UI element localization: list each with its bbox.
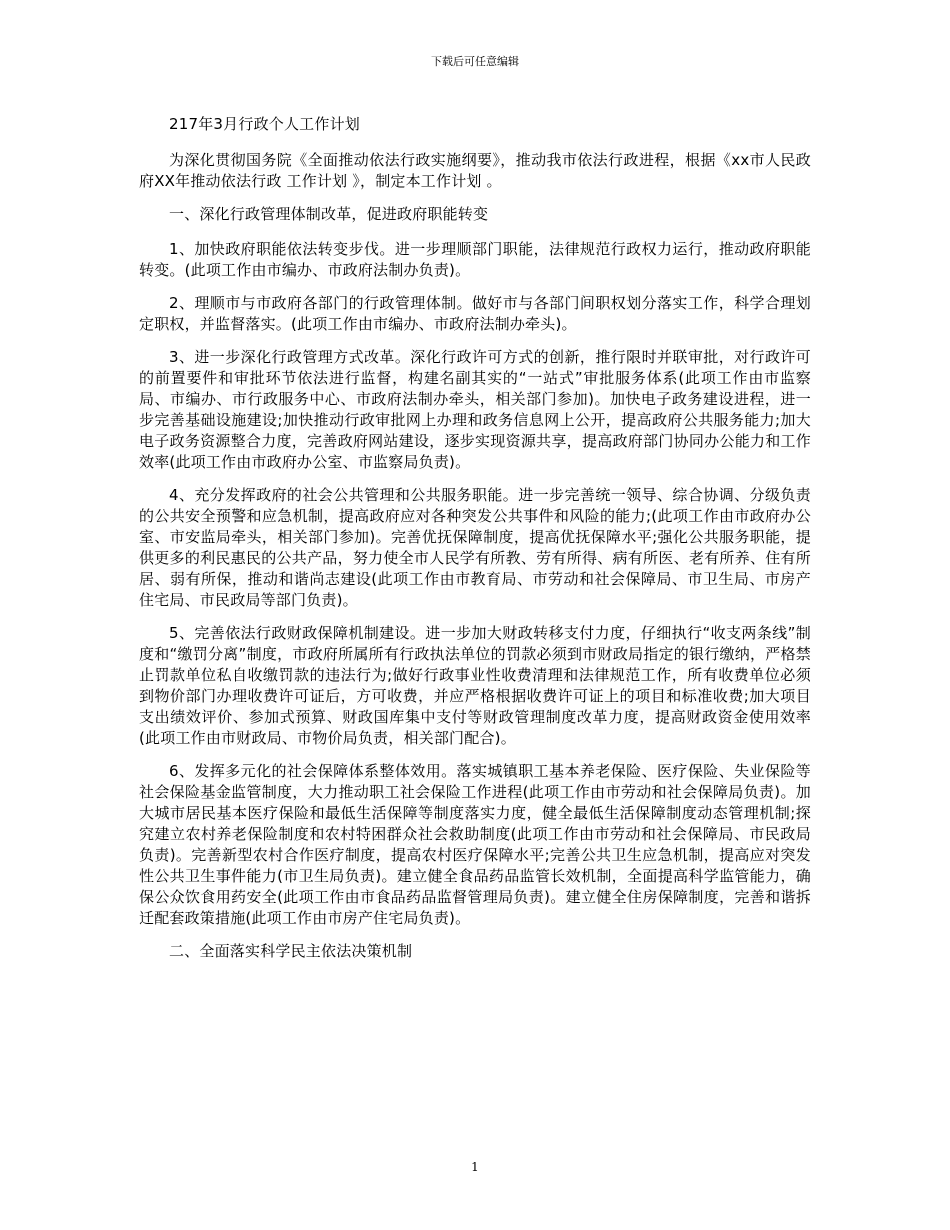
item-paragraph-4: 4、充分发挥政府的社会公共管理和公共服务职能。进一步完善统一领导、综合协调、分级负责的公共安全预警和应急机制，提高政府应对各种突发公共事件和风险的能力;(此项工作由市政府办公室、市安监局牵头，相关部门参加)。完善优抚保障制度，提高优抚保障水平;强化公共服务职能，提供更多的利民惠民的公共产品，努力使全市人民学有所教、劳有所得、病有所医、老有所养、住有所居、弱有所保，推动和谐尚志建设(此项工作由市教育局、市劳动和社会保障局、市卫生局、市房产住宅局、市民政局等部门负责)。 [139, 486, 811, 609]
item-paragraph-1: 1、加快政府职能依法转变步伐。进一步理顺部门职能，法律规范行政权力运行，推动政府职能转变。(此项工作由市编办、市政府法制办负责)。 [139, 240, 811, 279]
intro-paragraph: 为深化贯彻国务院《全面推动依法行政实施纲要》，推动我市依法行政进程，根据《xx市人民政府XX年推动依法行政 工作计划 》，制定本工作计划 。 [139, 151, 811, 190]
document-title: 217年3月行政个人工作计划 [169, 115, 360, 133]
page-number: 1 [471, 1160, 479, 1174]
item-paragraph-6: 6、发挥多元化的社会保障体系整体效用。落实城镇职工基本养老保险、医疗保险、失业保险等社会保险基金监管制度，大力推动职工社会保险工作进程(此项工作由市劳动和社会保障局负责)。加大城市居民基本医疗保险和最低生活保障等制度落实力度，健全最低生活保障制度动态管理机制;探究建立农村养老保险制度和农村特困群众社会救助制度(此项工作由市劳动和社会保障局、市民政局负责)。完善新型农村合作医疗制度，提高农村医疗保障水平;完善公共卫生应急机制，提高应对突发性公共卫生事件能力(市卫生局负责)。建立健全食品药品监管长效机制，全面提高科学监管能力，确保公众饮食用药安全(此项工作由市食品药品监督管理局负责)。建立健全住房保障制度，完善和谐拆迁配套政策措施(此项工作由市房产住宅局负责)。 [139, 762, 811, 927]
page-header: 下载后可任意编辑 [431, 55, 519, 68]
section-heading-2: 二、全面落实科学民主依法决策机制 [169, 942, 413, 960]
section-heading-1: 一、深化行政管理体制改革，促进政府职能转变 [169, 205, 489, 223]
document-body [139, 114, 811, 976]
item-paragraph-3: 3、进一步深化行政管理方式改革。深化行政许可方式的创新，推行限时并联审批，对行政许可的前置要件和审批环节依法进行监督，构建名副其实的“一站式”审批服务体系(此项工作由市监察局、市编办、市行政服务中心、市政府法制办牵头，相关部门参加)。加快电子政务建设进程，进一步完善基础设施建设;加快推动行政审批网上办理和政务信息网上公开，提高政府公共服务能力;加大电子政务资源整合力度，完善政府网站建设，逐步实现资源共享，提高政府部门协同办公能力和工作效率(此项工作由市政府办公室、市监察局负责)。 [139, 348, 811, 471]
item-paragraph-2: 2、理顺市与市政府各部门的行政管理体制。做好市与各部门间职权划分落实工作，科学合理划定职权，并监督落实。(此项工作由市编办、市政府法制办牵头)。 [139, 294, 811, 333]
item-paragraph-5: 5、完善依法行政财政保障机制建设。进一步加大财政转移支付力度，仔细执行“收支两条线”制度和“缴罚分离”制度，市政府所属所有行政执法单位的罚款必须到市财政局指定的银行缴纳，严格禁止罚款单位私自收缴罚款的违法行为;做好行政事业性收费清理和法律规范工作，所有收费单位必须到物价部门办理收费许可证后，方可收费，并应严格根据收费许可证上的项目和标准收费;加大项目支出绩效评价、参加式预算、财政国库集中支付等财政管理制度改革力度，提高财政资金使用效率(此项工作由市财政局、市物价局负责，相关部门配合)。 [139, 624, 811, 747]
